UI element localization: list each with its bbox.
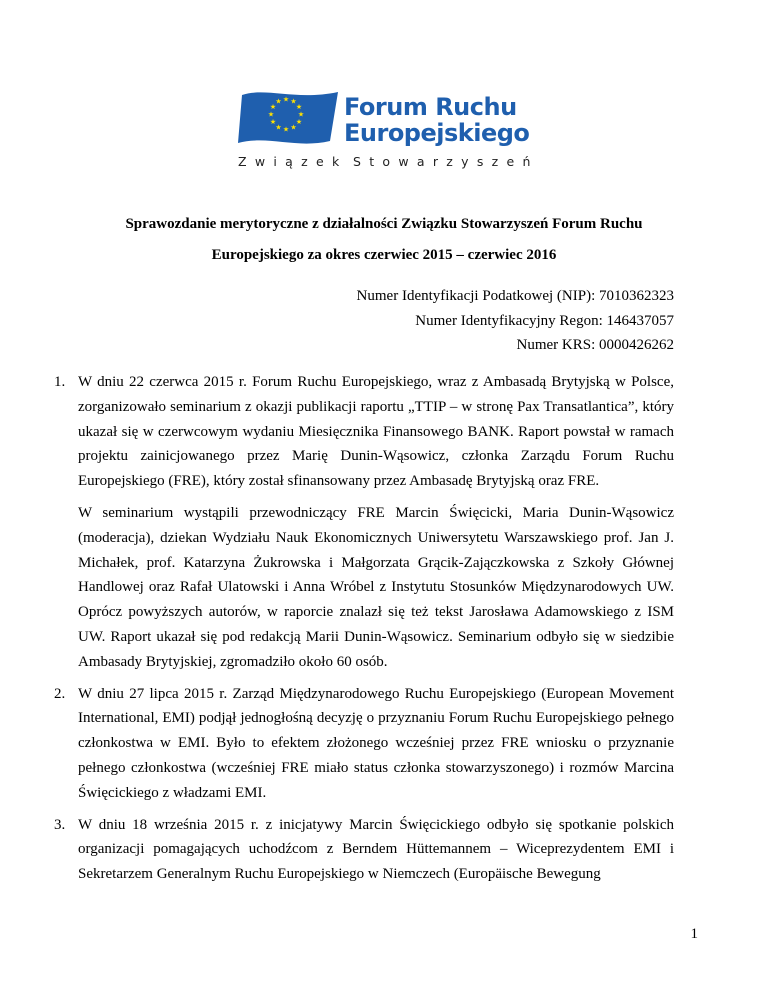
- svg-text:★: ★: [267, 110, 275, 119]
- page-number: 1: [690, 926, 698, 942]
- title-line-2: Europejskiego za okres czerwiec 2015 – czerwiec 2016: [211, 247, 557, 263]
- svg-text:★: ★: [297, 110, 305, 119]
- nip-number: Numer Identyfikacji Podatkowej (NIP): 7010362323: [356, 288, 674, 304]
- item-paragraph: W dniu 27 lipca 2015 r. Zarząd Międzynarodowego Ruchu Europejskiego (European Movement International, EMI) podjął jednogłośną decyzję o przyznaniu Forum Ruchu Europejskiego pełnego członkostwa w EMI. Było to efektem złożonego wcześniej przez FRE wniosku o przyznanie pełnego członkostwa (wcześniej FRE miało status członka stowarzyszonego) i rozmów Marcina Święcickiego z władzami EMI.: [78, 685, 674, 801]
- list-item: [54, 370, 674, 675]
- logo-line-1: Forum Ruchu: [344, 93, 517, 121]
- eu-flag-icon: [238, 89, 342, 145]
- krs-number: Numer KRS: 0000426262: [516, 337, 674, 353]
- item-number: 3.: [54, 816, 66, 833]
- list-item: [54, 682, 674, 806]
- organization-ids: [357, 284, 674, 358]
- item-paragraph: W dniu 18 września 2015 r. z inicjatywy Marcin Święcickiego odbyło się spotkanie polskich organizacji pomagających uchodźcom z Berndem Hüttemannem – Wiceprezydentem EMI i Sekretarzem Generalnym Ruchu Europejskiego w Niemczech (Europäische Bewegung: [78, 816, 674, 883]
- document-title: [70, 209, 698, 271]
- svg-text:★: ★: [290, 97, 297, 106]
- item-paragraph: W dniu 22 czerwca 2015 r. Forum Ruchu Europejskiego, wraz z Ambasadą Brytyjską w Polsce, zorganizowało seminarium z okazji publikacji raportu „TTIP – w stronę Pax Transatlantica”, który ukazał się w czerwcowym wydaniu Miesięcznika Finansowego BANK. Raport powstał w ramach projektu zainicjowanego przez Marię Dunin-Wąsowicz, członka Zarządu Forum Ruchu Europejskiego (FRE), który został sfinansowany przez Ambasadę Brytyjską oraz FRE.: [78, 374, 674, 490]
- svg-text:★: ★: [282, 125, 290, 134]
- item-paragraph: W seminarium wystąpili przewodniczący FRE Marcin Święcicki, Maria Dunin-Wąsowicz (moderacja), dziekan Wydziału Nauk Ekonomicznych Uniwersytetu Warszawskiego prof. Jan J. Michałek, prof. Katarzyna Żukrowska i Małgorzata Grącik-Zajączkowska z Szkoły Głównej Handlowej oraz Rafał Ulatowski i Anna Wróbel z Instytutu Stosunków Międzynarodowych UW. Oprócz powyższych autorów, w raporcie znalazł się też tekst Jarosława Adamowskiego z ISM UW. Raport ukazał się pod redakcją Marii Dunin-Wąsowicz. Seminarium odbyło się w siedzibie Ambasady Brytyjskiej, zgromadziło około 60 osób.: [78, 504, 674, 670]
- regon-number: Numer Identyfikacyjny Regon: 146437057: [415, 312, 674, 329]
- svg-text:★: ★: [275, 123, 282, 132]
- item-number: 2.: [54, 685, 66, 702]
- svg-text:★: ★: [295, 118, 303, 126]
- svg-text:★: ★: [269, 103, 277, 111]
- logo-line-2: Europejskiego: [344, 119, 530, 147]
- svg-text:★: ★: [269, 118, 277, 126]
- report-list: [54, 370, 674, 887]
- logo-subtitle-1: Związek: [238, 154, 348, 169]
- list-item: [54, 813, 674, 887]
- logo-subtitle-2: Stowarzyszeń: [353, 154, 539, 169]
- logo-text: [344, 94, 529, 146]
- svg-text:★: ★: [295, 103, 303, 111]
- title-line-1: Sprawozdanie merytoryczne z działalności Związku Stowarzyszeń Forum Ruchu: [125, 216, 643, 232]
- svg-text:★: ★: [290, 123, 297, 132]
- item-number: 1.: [54, 374, 66, 390]
- svg-text:★: ★: [282, 95, 290, 104]
- forum-logo: [238, 86, 538, 176]
- svg-text:★: ★: [275, 97, 282, 106]
